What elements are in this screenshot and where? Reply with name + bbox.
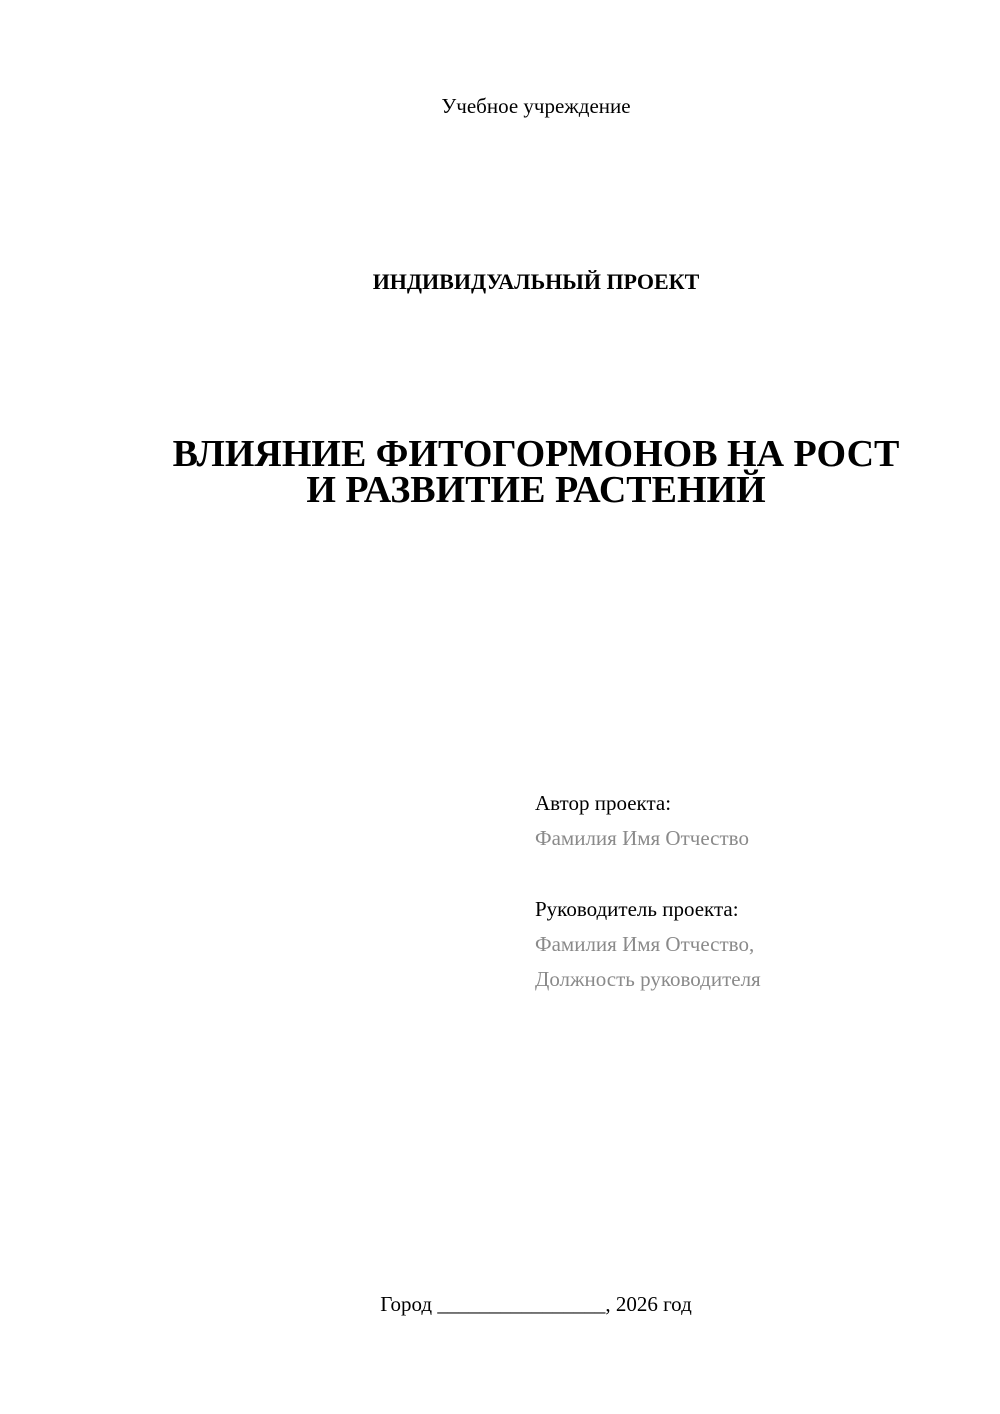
author-name: Фамилия Имя Отчество bbox=[535, 826, 749, 850]
author-block bbox=[535, 786, 975, 856]
document-type: ИНДИВИДУАЛЬНЫЙ ПРОЕКТ bbox=[372, 269, 700, 294]
project-title-line-1: ВЛИЯНИЕ ФИТОГОРМОНОВ НА РОСТ bbox=[172, 433, 900, 475]
supervisor-name: Фамилия Имя Отчество, bbox=[535, 932, 755, 956]
city-year-line: Город ________________, 2026 год bbox=[380, 1292, 692, 1316]
supervisor-block bbox=[535, 892, 975, 997]
project-title bbox=[100, 433, 972, 511]
supervisor-label: Руководитель проекта: bbox=[535, 897, 739, 921]
supervisor-position: Должность руководителя bbox=[535, 967, 761, 991]
project-title-line-2: И РАЗВИТИЕ РАСТЕНИЙ bbox=[306, 469, 766, 511]
institution-name: Учебное учреждение bbox=[441, 94, 631, 118]
author-label: Автор проекта: bbox=[535, 791, 672, 815]
